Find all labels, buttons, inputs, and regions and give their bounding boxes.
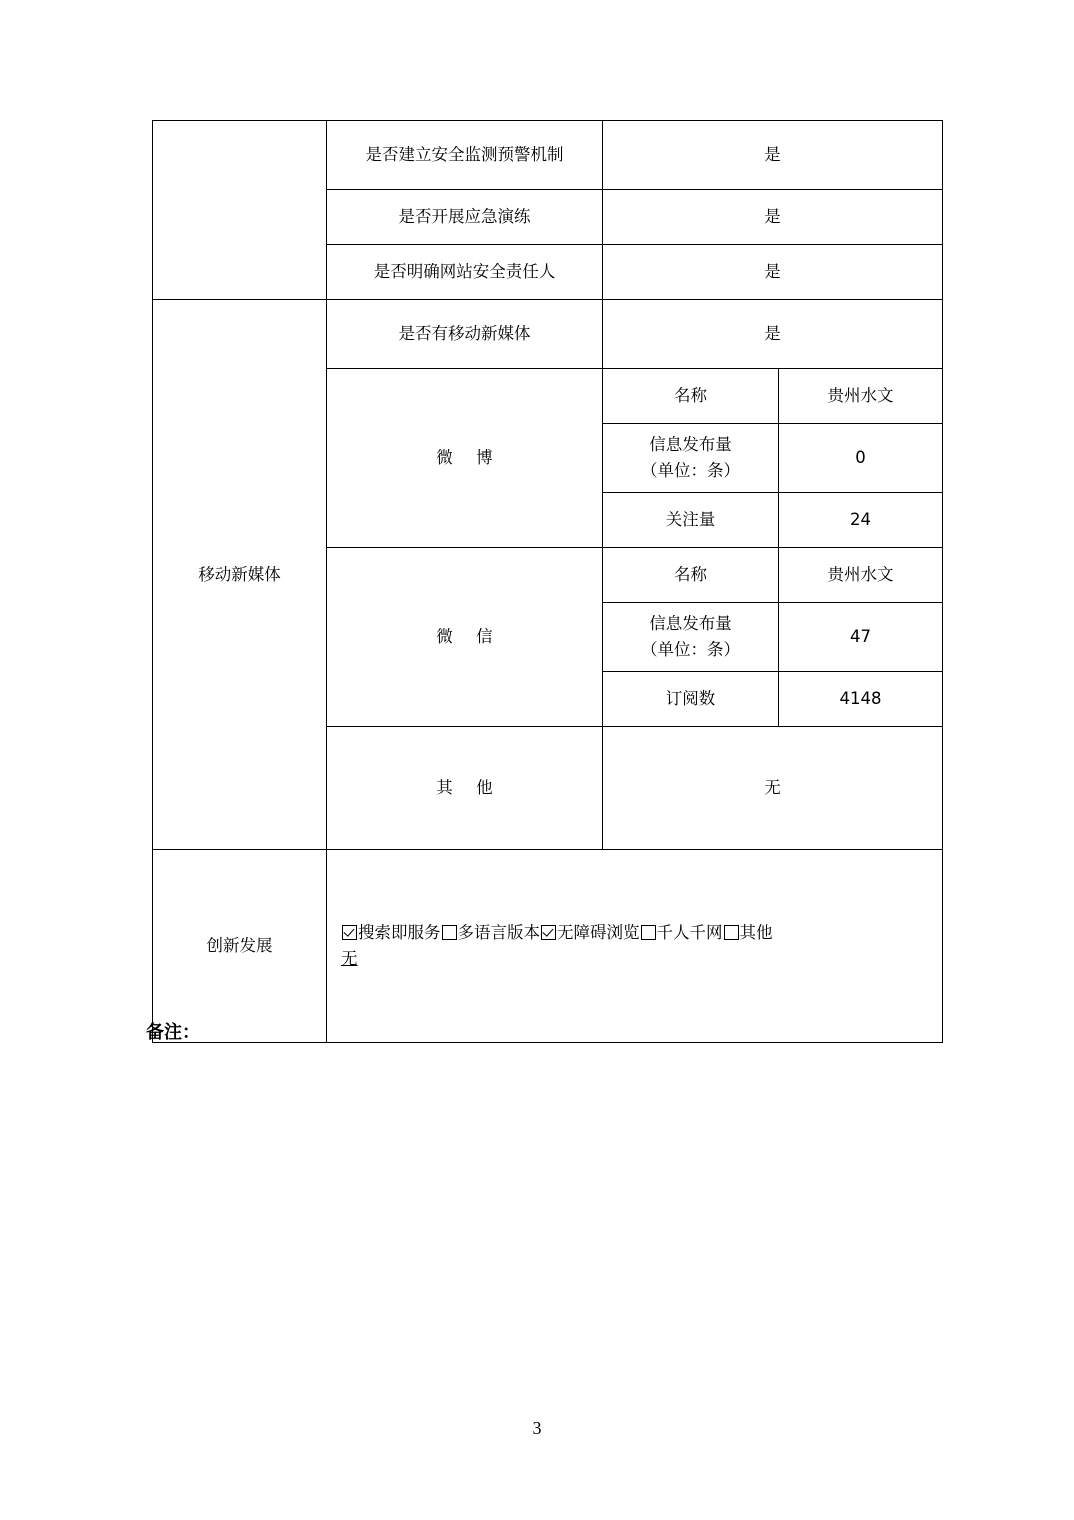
weibo-label: 微 博: [327, 369, 603, 548]
weibo-publish-count-key: [603, 424, 779, 493]
option-label-accessible-browsing: 无障碍浏览: [557, 923, 640, 943]
row-label: 是否开展应急演练: [327, 190, 603, 245]
weixin-name-key: 名称: [603, 548, 779, 603]
has-mobile-media-value: 是: [603, 300, 943, 369]
key-line-2: （单位：条）: [641, 461, 740, 480]
other-media-label: 其 他: [327, 727, 603, 850]
weibo-name-value: 贵州水文: [779, 369, 943, 424]
weixin-publish-count-key: [603, 603, 779, 672]
security-section-label: [153, 121, 327, 300]
option-label-search-as-service: 搜索即服务: [358, 923, 441, 943]
table-row: [153, 850, 943, 1043]
mobile-media-section-label: 移动新媒体: [153, 300, 327, 850]
checkbox-multi-language[interactable]: [442, 925, 457, 940]
annual-report-table: [152, 120, 943, 1043]
option-label-personalized-web: 千人千网: [656, 923, 723, 943]
innovation-options-cell: [327, 850, 943, 1043]
row-value: 是: [603, 121, 943, 190]
key-line-1: 信息发布量: [649, 435, 732, 455]
weibo-name-key: 名称: [603, 369, 779, 424]
weibo-followers-value: 24: [779, 493, 943, 548]
checkbox-other[interactable]: [724, 925, 739, 940]
page-number: 3: [532, 1418, 542, 1438]
remark-label: 备注：: [146, 1022, 200, 1043]
checkbox-accessible-browsing[interactable]: [541, 925, 556, 940]
weixin-subscribers-value: 4148: [779, 672, 943, 727]
option-label-multi-language: 多语言版本: [457, 923, 540, 943]
weibo-publish-count-value: 0: [779, 424, 943, 493]
weixin-name-value: 贵州水文: [779, 548, 943, 603]
other-media-value: 无: [603, 727, 943, 850]
weixin-subscribers-key: 订阅数: [603, 672, 779, 727]
table-row: [153, 121, 943, 190]
row-value: 是: [603, 190, 943, 245]
row-label: 是否明确网站安全责任人: [327, 245, 603, 300]
weibo-followers-key: 关注量: [603, 493, 779, 548]
table-row: [153, 300, 943, 369]
weixin-publish-count-value: 47: [779, 603, 943, 672]
key-line-1: 信息发布量: [649, 614, 732, 634]
key-line-2: （单位：条）: [641, 640, 740, 659]
row-label: 是否建立安全监测预警机制: [327, 121, 603, 190]
row-value: 是: [603, 245, 943, 300]
checkbox-personalized-web[interactable]: [641, 925, 656, 940]
innovation-other-note: 无: [341, 949, 358, 968]
innovation-section-label: 创新发展: [153, 850, 327, 1043]
has-mobile-media-label: 是否有移动新媒体: [327, 300, 603, 369]
option-label-other: 其他: [739, 923, 773, 943]
checkbox-search-as-service[interactable]: [342, 925, 357, 940]
weixin-label: 微 信: [327, 548, 603, 727]
